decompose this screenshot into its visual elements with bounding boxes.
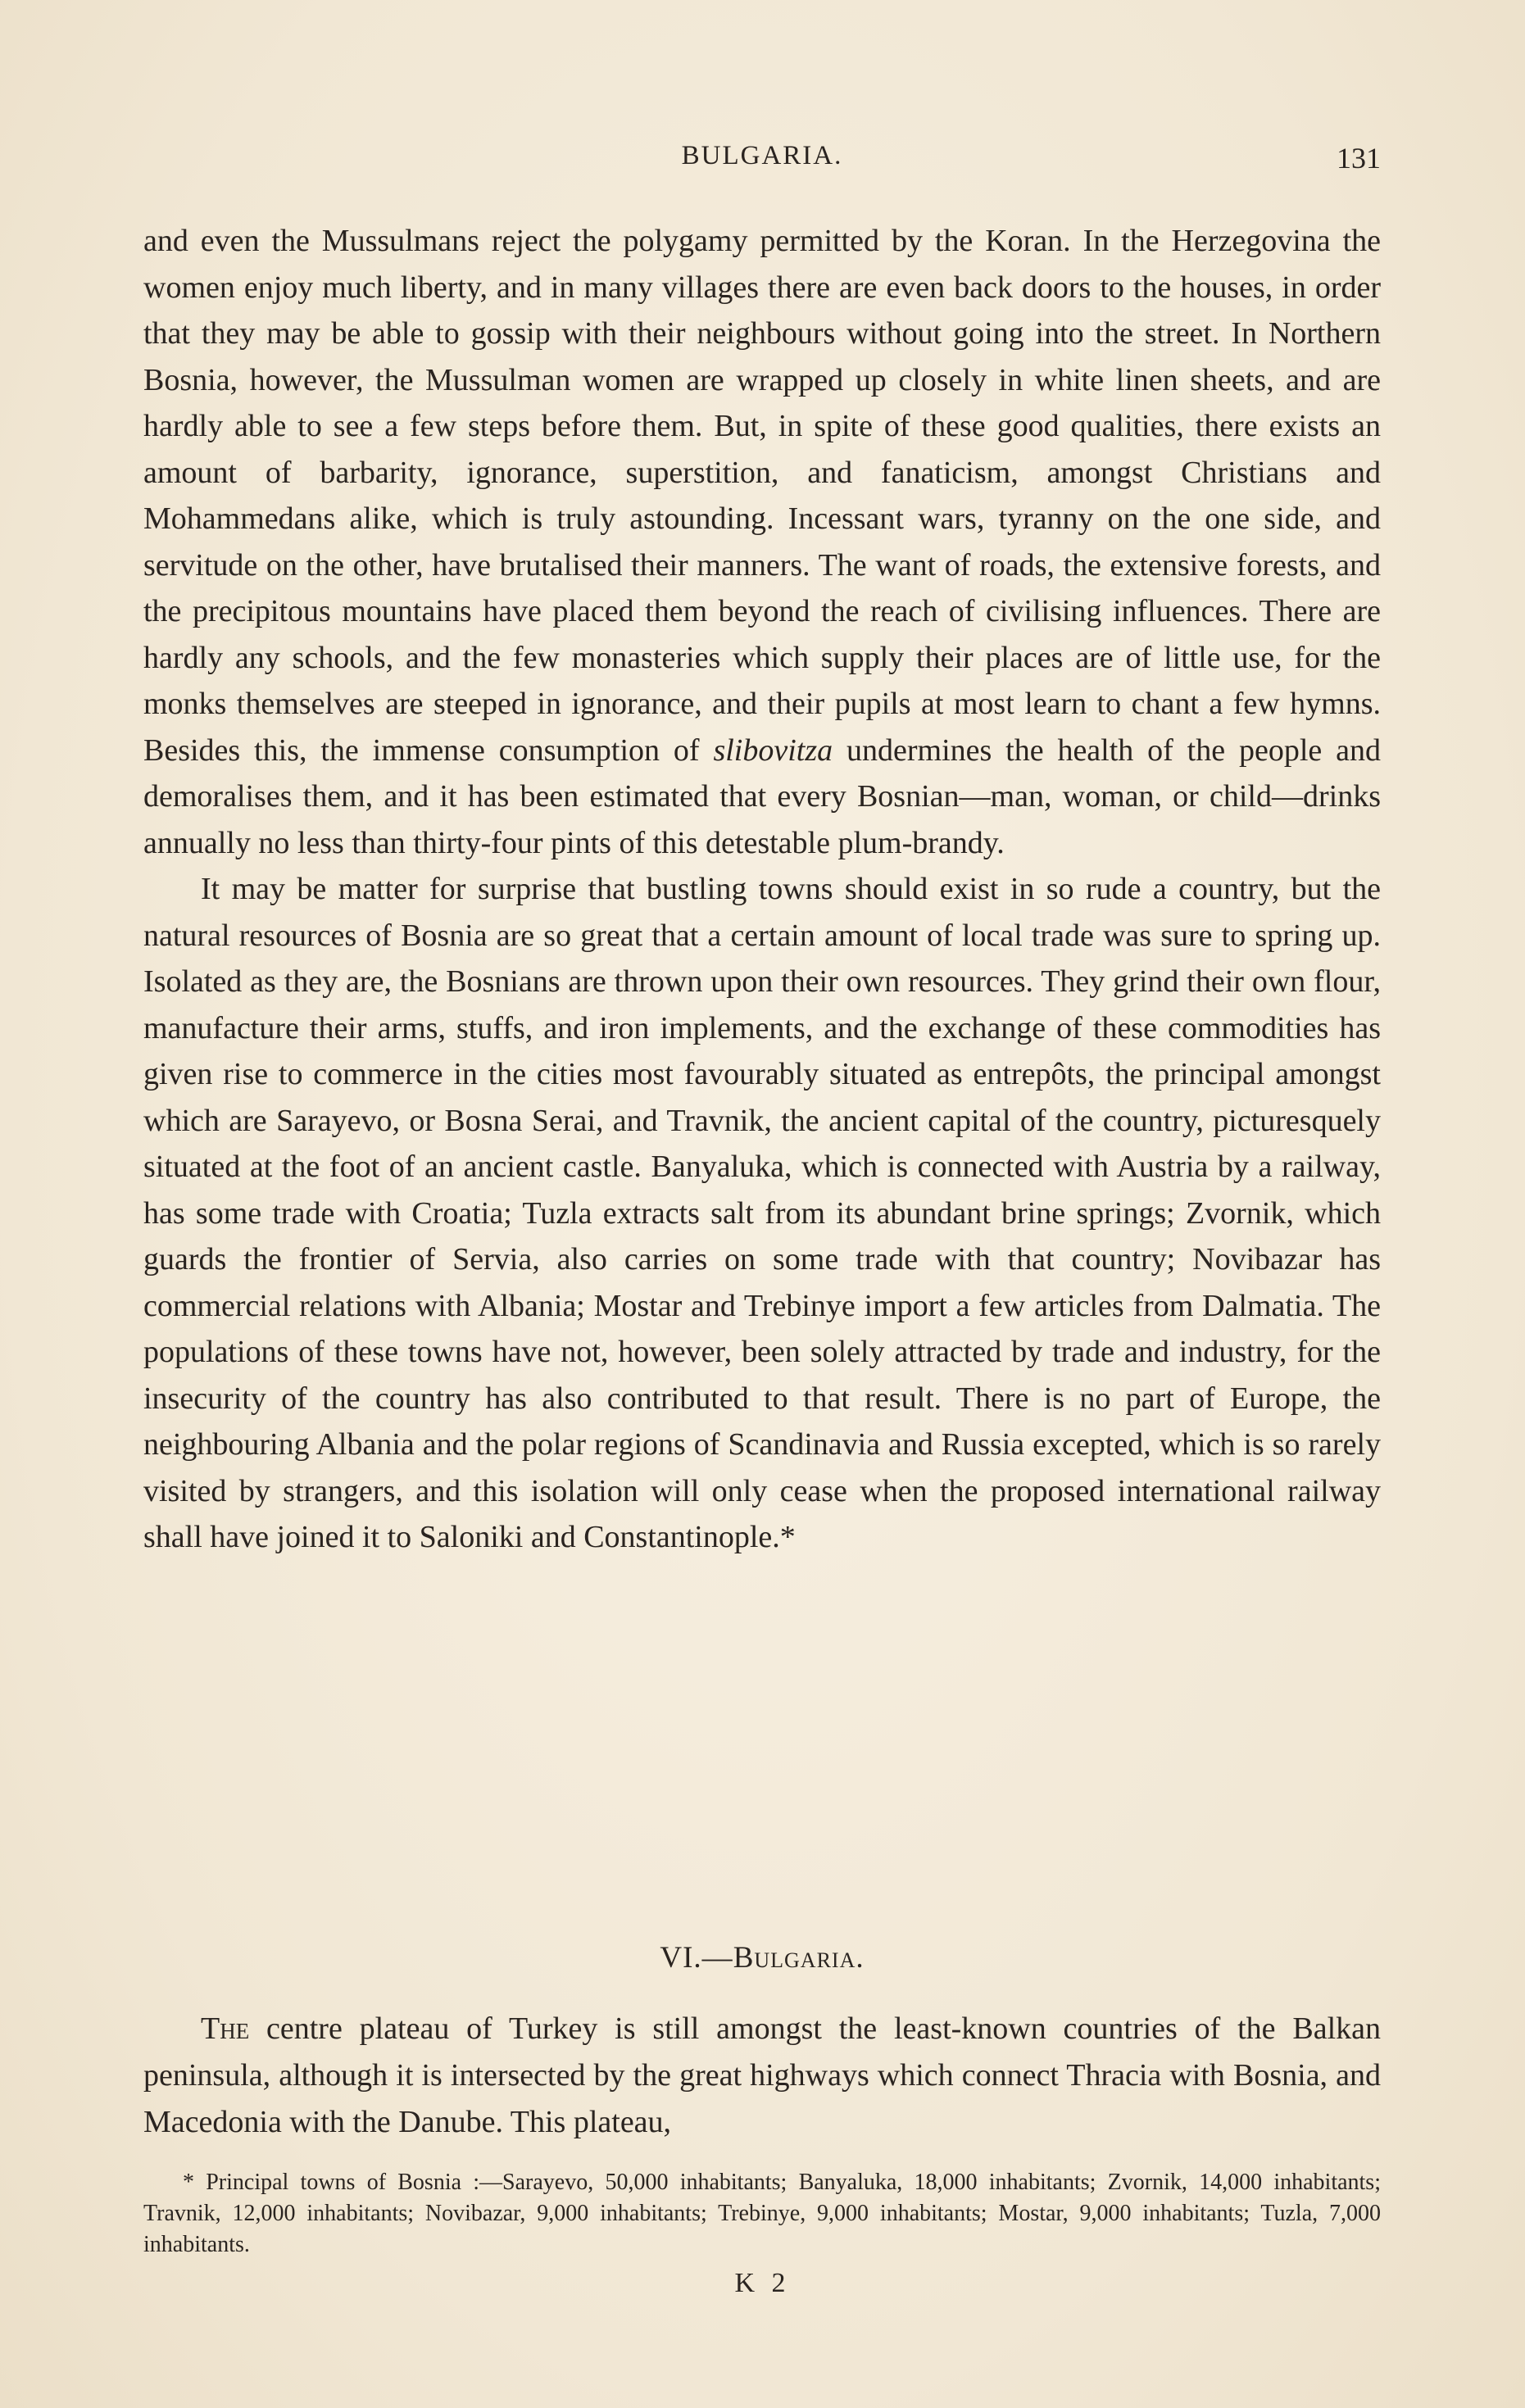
paragraph-customs [143,218,1381,866]
italic-term: slibovitza [713,732,833,768]
page-header [143,141,1381,182]
body-text [143,218,1381,1561]
paragraph-towns: It may be matter for surprise that bustling towns should exist in so rude a country, but the natural resources of Bosnia are so great that a certain amount of local trade was sure to spring up. Isolated as they are, the Bosnians are thrown upon their own resources. They grind their own flour, manufacture their arms, stuffs, and iron implements, and the exchange of these commodities has given rise to commerce in the cities most favourably situated as entrepôts, the principal amongst which are Sarayevo, or Bosna Serai, and Travnik, the ancient capital of the country, picturesquely situated at the foot of an ancient castle. Banyaluka, which is connected with Austria by a railway, has some trade with Croatia; Tuzla extracts salt from its abundant brine springs; Zvornik, which guards the frontier of Servia, also carries on some trade with that country; Novibazar has commercial relations with Albania; Mostar and Trebinye import a few articles from Dalmatia. The populations of these towns have not, however, been solely attracted by trade and industry, for the insecurity of the country has also contributed to that result. There is no part of Europe, the neighbouring Albania and the polar regions of Scandinavia and Russia excepted, which is so rarely visited by strangers, and this isolation will only cease when the proposed international railway shall have joined it to Saloniki and Constantinople.* [143,872,1381,1554]
section-heading [143,1940,1381,1975]
signature-mark: K 2 [734,2268,791,2298]
running-title: BULGARIA. [681,141,843,170]
section-body [143,2006,1381,2146]
paragraph-bulgaria [143,2006,1381,2146]
footnote: * Principal towns of Bosnia :—Sarayevo, 50,000 inhabitants; Banyaluka, 18,000 inhabitants; Zvornik, 14,000 inhabitants; Travnik, 12,000 inhabitants; Novibazar, 9,000 inhabitants; Trebinye, 9,000 inhabitants; Mostar, 9,000 inhabitants; Tuzla, 7,000 inhabitants. [143,2170,1381,2257]
paragraph-bulgaria-text: centre plateau of Turkey is still amongst the least-known countries of the Balkan peninsula, although it is intersected by the great highways which connect Thracia with Bosnia, and Macedonia with the Danube. This plateau, [143,2011,1381,2139]
section-number: VI.— [660,1941,733,1975]
paragraph-customs-text-1: and even the Mussulmans reject the polygamy permitted by the Koran. In the Herzegovina the women enjoy much liberty, and in many villages there are even back doors to the houses, in order that they may be able to gossip with their neighbours without going into the street. In Northern Bosnia, however, the Mussulman women are wrapped up closely in white linen sheets, and are hardly able to see a few steps before them. But, in spite of these good qualities, there exists an amount of barbarity, ignorance, superstition, and fanaticism, amongst Christians and Mohammedans alike, which is truly astounding. Incessant wars, tyranny on the one side, and servitude on the other, have brutalised their manners. The want of roads, the extensive forests, and the precipitous mountains have placed them beyond the reach of civilising influences. There are hardly any schools, and the few monasteries which supply their places are of little use, for the monks themselves are steeped in ignorance, and their pupils at most learn to chant a few hymns. Besides this, the immense consumption of [143,224,1381,768]
section-title: Bulgaria. [733,1941,865,1975]
lead-word: The [201,2011,250,2046]
page-number: 131 [1337,142,1381,175]
paragraph-customs-text-2: undermines the health of the people and demoralises them, and it has been estimated that every Bosnian—man, woman, or child—drinks annually no less than thirty-four pints of this detestable plum-brandy. [143,732,1382,860]
